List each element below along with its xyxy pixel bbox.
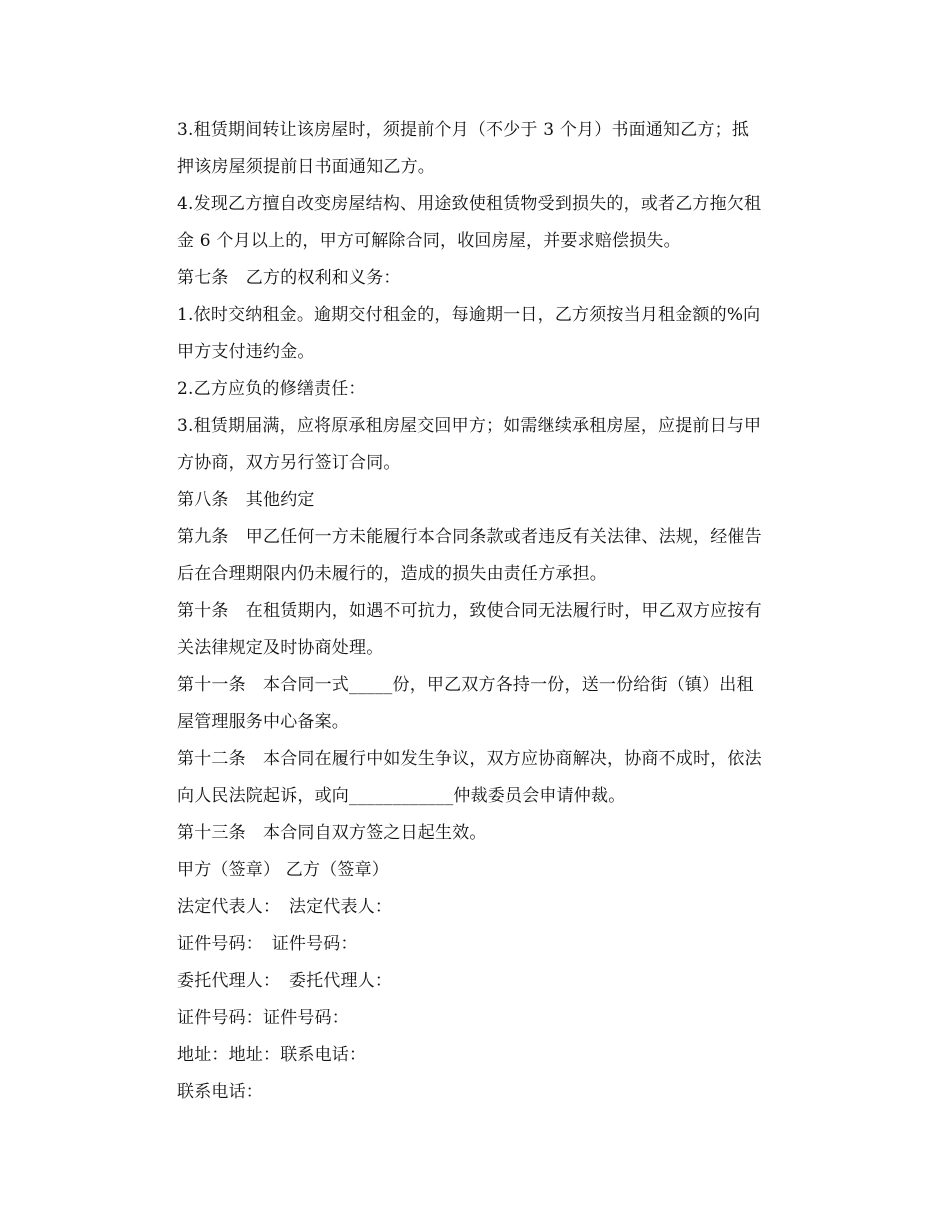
text-line: 向人民法院起诉，或向____________仲裁委员会申请仲裁。 bbox=[177, 786, 626, 806]
clause-paragraph bbox=[140, 186, 812, 260]
text-line: 第八条 其他约定 bbox=[177, 490, 315, 510]
article-paragraph bbox=[140, 741, 812, 815]
text-line: 2.乙方应负的修缮责任： bbox=[177, 379, 366, 399]
text-line: 证件号码：证件号码： bbox=[177, 1008, 349, 1028]
signature-line bbox=[140, 1074, 812, 1111]
text-line: 押该房屋须提前日书面通知乙方。 bbox=[177, 157, 435, 177]
text-line: 1.依时交纳租金。逾期交付租金的，每逾期一日，乙方须按当月租金额的%向 bbox=[177, 305, 761, 325]
text-line: 第十二条 本合同在履行中如发生争议，双方应协商解决，协商不成时，依法 bbox=[177, 749, 762, 769]
signature-line bbox=[140, 963, 812, 1000]
text-line: 后在合理期限内仍未履行的，造成的损失由责任方承担。 bbox=[177, 564, 607, 584]
text-line: 第十条 在租赁期内，如遇不可抗力，致使合同无法履行时，甲乙双方应按有 bbox=[177, 601, 762, 621]
text-line: 联系电话： bbox=[177, 1082, 263, 1102]
article-paragraph bbox=[140, 593, 812, 667]
article-paragraph bbox=[140, 519, 812, 593]
text-line: 3.租赁期间转让该房屋时，须提前个月（不少于 3 个月）书面通知乙方；抵 bbox=[177, 120, 750, 140]
text-line: 甲方支付违约金。 bbox=[177, 342, 315, 362]
text-line: 第七条 乙方的权利和义务： bbox=[177, 268, 401, 288]
clause-paragraph bbox=[140, 371, 812, 408]
text-line: 地址：地址：联系电话： bbox=[177, 1045, 367, 1065]
text-line: 甲方（签章） 乙方（签章） bbox=[177, 860, 390, 880]
article-paragraph bbox=[140, 667, 812, 741]
text-line: 3.租赁期届满，应将原承租房屋交回甲方；如需继续承租房屋，应提前日与甲 bbox=[177, 416, 762, 436]
text-line: 证件号码： 证件号码： bbox=[177, 934, 358, 954]
signature-line bbox=[140, 1037, 812, 1074]
contract-body bbox=[140, 112, 812, 1111]
text-line: 金 6 个月以上的，甲方可解除合同，收回房屋，并要求赔偿损失。 bbox=[177, 231, 681, 251]
text-line: 第十一条 本合同一式_____份，甲乙双方各持一份，送一份给街（镇）出租 bbox=[177, 675, 754, 695]
article-paragraph bbox=[140, 815, 812, 852]
signature-line bbox=[140, 852, 812, 889]
text-line: 关法律规定及时协商处理。 bbox=[177, 638, 384, 658]
text-line: 第九条 甲乙任何一方未能履行本合同条款或者违反有关法律、法规，经催告 bbox=[177, 527, 762, 547]
clause-paragraph bbox=[140, 408, 812, 482]
signature-line bbox=[140, 1000, 812, 1037]
text-line: 屋管理服务中心备案。 bbox=[177, 712, 349, 732]
article-heading bbox=[140, 260, 812, 297]
text-line: 委托代理人： 委托代理人： bbox=[177, 971, 393, 991]
text-line: 方协商，双方另行签订合同。 bbox=[177, 453, 401, 473]
clause-paragraph bbox=[140, 112, 812, 186]
article-heading bbox=[140, 482, 812, 519]
text-line: 4.发现乙方擅自改变房屋结构、用途致使租赁物受到损失的，或者乙方拖欠租 bbox=[177, 194, 762, 214]
clause-paragraph bbox=[140, 297, 812, 371]
signature-line bbox=[140, 926, 812, 963]
text-line: 第十三条 本合同自双方签之日起生效。 bbox=[177, 823, 487, 843]
text-line: 法定代表人： 法定代表人： bbox=[177, 897, 393, 917]
signature-line bbox=[140, 889, 812, 926]
